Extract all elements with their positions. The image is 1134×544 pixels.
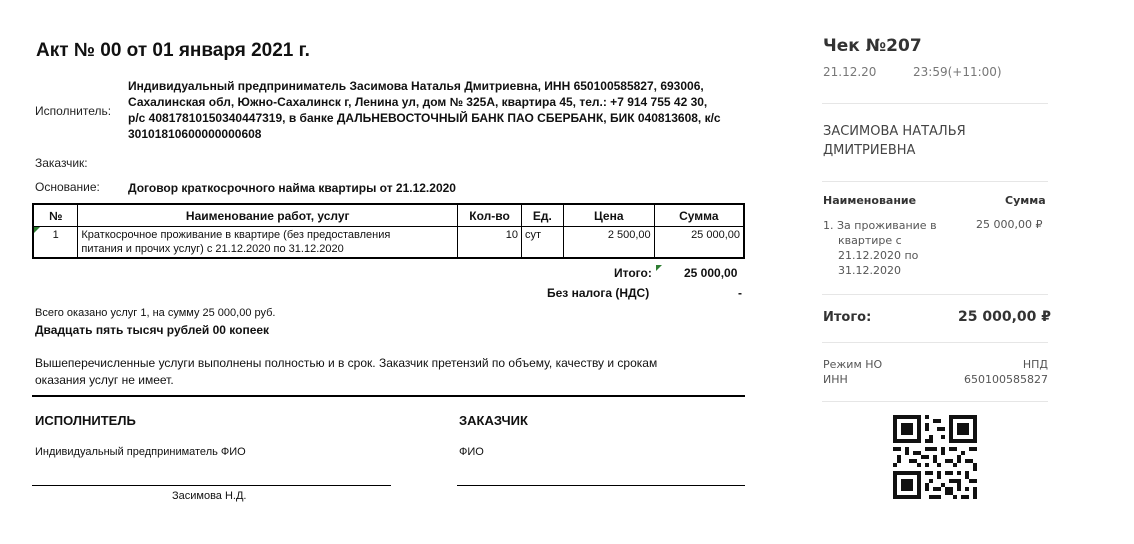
cell-name xyxy=(78,227,458,259)
receipt-seller-line: ЗАСИМОВА НАТАЛЬЯ xyxy=(823,124,966,139)
cell-price: 2 500,00 xyxy=(563,227,654,259)
receipt-title: Чек №207 xyxy=(823,36,922,56)
sign-customer-role: ФИО xyxy=(459,446,484,458)
total-value: 25 000,00 xyxy=(684,266,738,280)
col-header-sum: Сумма xyxy=(654,204,744,227)
receipt-divider xyxy=(822,181,1048,182)
comment-marker-icon xyxy=(34,227,40,233)
customer-signature-line xyxy=(457,485,745,486)
executor-line: р/с 40817810150340447319, в банке ДАЛЬНЕВОСТОЧНЫЙ БАНК ПАО СБЕРБАНК, БИК 040813608, к/с xyxy=(128,111,721,125)
statement-line: оказания услуг не имеет. xyxy=(35,373,174,387)
cell-sum: 25 000,00 xyxy=(654,227,744,259)
receipt-divider xyxy=(822,294,1048,295)
statement-line: Вышеперечисленные услуги выполнены полностью и в срок. Заказчик претензий по объему, качеству и срокам xyxy=(35,356,658,370)
summary-line: Всего оказано услуг 1, на сумму 25 000,00 руб. xyxy=(35,307,276,319)
receipt-tax-values xyxy=(940,357,1048,387)
sign-executor-name: Засимова Н.Д. xyxy=(172,490,247,502)
receipt-tax-labels xyxy=(823,357,882,387)
receipt-inn-label: ИНН xyxy=(823,373,848,386)
total-label: Итого: xyxy=(614,266,652,280)
receipt-item xyxy=(823,218,937,278)
table-row xyxy=(33,227,744,259)
vat-label: Без налога (НДС) xyxy=(547,286,650,300)
receipt-seller xyxy=(823,122,966,160)
basis-label: Основание: xyxy=(35,180,100,194)
receipt-time: 23:59(+11:00) xyxy=(913,65,1002,79)
vat-value: - xyxy=(738,286,742,300)
basis-value: Договор краткосрочного найма квартиры от 21.12.2020 xyxy=(128,181,456,195)
cell-unit: сут xyxy=(521,227,563,259)
receipt-mode-value: НПД xyxy=(1022,358,1048,371)
receipt-date: 21.12.20 xyxy=(823,65,877,79)
receipt-total-value: 25 000,00 ₽ xyxy=(958,309,1051,325)
statement xyxy=(35,355,657,389)
sign-executor-heading: ИСПОЛНИТЕЛЬ xyxy=(35,413,136,428)
receipt-divider xyxy=(822,342,1048,343)
executor-label: Исполнитель: xyxy=(35,104,112,118)
col-header-price: Цена xyxy=(563,204,654,227)
services-table xyxy=(32,203,745,259)
receipt-item-line: 21.12.2020 по xyxy=(838,249,919,262)
executor-line: Индивидуальный предприниматель Засимова Наталья Дмитриевна, ИНН 650100585827, 693006, xyxy=(128,79,704,93)
executor-line: 30101810600000000608 xyxy=(128,127,262,141)
cell-name-line: Краткосрочное проживание в квартире (без предоставления xyxy=(81,229,391,241)
receipt-divider xyxy=(822,103,1048,104)
customer-label: Заказчик: xyxy=(35,156,88,170)
sign-executor-role: Индивидуальный предприниматель ФИО xyxy=(35,446,246,458)
receipt-col-name: Наименование xyxy=(823,194,917,207)
table-header-row xyxy=(33,204,744,227)
col-header-name: Наименование работ, услуг xyxy=(78,204,458,227)
section-divider xyxy=(32,395,745,397)
receipt-item-line: квартире с xyxy=(838,234,902,247)
qr-code-icon xyxy=(893,415,977,499)
col-header-num: № xyxy=(33,204,78,227)
executor-line: Сахалинская обл, Южно-Сахалинск г, Ленина ул, дом № 325А, квартира 45, тел.: +7 914 755 42 30, xyxy=(128,95,708,109)
col-header-unit: Ед. xyxy=(521,204,563,227)
receipt-col-sum: Сумма xyxy=(1005,194,1046,207)
receipt-divider xyxy=(822,401,1048,402)
summary-words: Двадцать пять тысяч рублей 00 копеек xyxy=(35,323,270,337)
receipt-inn-value: 650100585827 xyxy=(964,373,1048,386)
cell-name-line: питания и прочих услуг) с 21.12.2020 по 31.12.2020 xyxy=(81,243,344,255)
receipt-item-sum: 25 000,00 ₽ xyxy=(976,218,1043,231)
col-header-qty: Кол-во xyxy=(458,204,522,227)
receipt-mode-label: Режим НО xyxy=(823,358,883,371)
receipt-total-label: Итого: xyxy=(823,310,872,325)
receipt-seller-line: ДМИТРИЕВНА xyxy=(823,143,916,158)
receipt-item-line: 31.12.2020 xyxy=(838,264,901,277)
executor-details xyxy=(128,78,721,142)
cell-qty: 10 xyxy=(458,227,522,259)
receipt-item-line: 1. За проживание в xyxy=(823,219,937,232)
cell-num: 1 xyxy=(33,227,78,259)
executor-signature-line xyxy=(32,485,391,486)
comment-marker-icon xyxy=(656,265,662,271)
act-title: Акт № 00 от 01 января 2021 г. xyxy=(36,40,310,61)
sign-customer-heading: ЗАКАЗЧИК xyxy=(459,413,528,428)
